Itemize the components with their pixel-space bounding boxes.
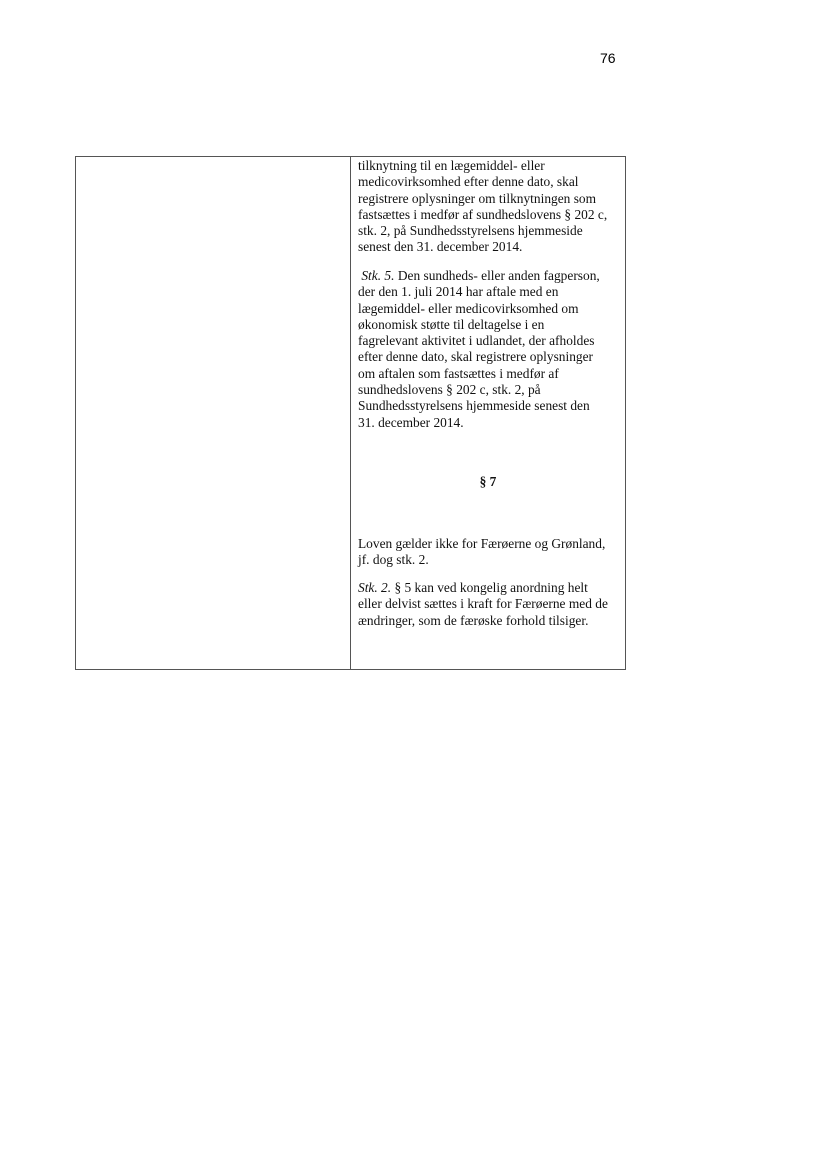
table-right-column (351, 157, 625, 669)
law-comparison-table (75, 156, 626, 670)
page-number: 76 (600, 50, 616, 66)
stk2-label: Stk. 2. (358, 580, 392, 595)
text-line: Sundhedsstyrelsens hjemmeside senest den (358, 398, 590, 414)
text-line: fagrelevant aktivitet i udlandet, der afholdes (358, 333, 595, 349)
text-line: fastsættes i medfør af sundhedslovens § 202 c, (358, 206, 608, 222)
stk5-text-first: Den sundheds- eller anden fagperson, (397, 268, 600, 283)
text-line (358, 580, 623, 596)
text-line: 31. december 2014. (358, 414, 464, 430)
text-line: medicovirksomhed efter denne dato, skal (358, 174, 579, 190)
text-line: stk. 2, på Sundhedsstyrelsens hjemmeside (358, 223, 583, 239)
text-line: Loven gælder ikke for Færøerne og Grønland, (358, 536, 606, 551)
table-left-column (76, 157, 351, 669)
stk5-label: Stk. 5. (361, 268, 395, 283)
section-paragraph (358, 536, 623, 569)
text-line: sundhedslovens § 202 c, stk. 2, på (358, 382, 541, 398)
stk2-text-first: § 5 kan ved kongelig anordning helt (394, 580, 588, 595)
text-line: registrere oplysninger om tilknytningen som (358, 190, 597, 206)
text-line: lægemiddel- eller medicovirksomhed om (358, 300, 579, 316)
text-line: efter denne dato, skal registrere oplysninger (358, 349, 593, 365)
text-line: senest den 31. december 2014. (358, 239, 523, 255)
section-heading: § 7 (479, 474, 497, 489)
continuation-paragraph (358, 158, 623, 256)
stk5-paragraph (358, 268, 623, 431)
text-line: økonomisk støtte til deltagelse i en (358, 316, 545, 332)
text-line: tilknytning til en lægemiddel- eller (358, 158, 545, 173)
stk2-paragraph (358, 580, 623, 629)
text-line (358, 268, 623, 284)
text-line: eller delvist sættes i kraft for Færøerne med de (358, 596, 608, 612)
text-line: jf. dog stk. 2. (358, 552, 429, 568)
text-line: der den 1. juli 2014 har aftale med en (358, 284, 559, 300)
text-line: ændringer, som de færøske forhold tilsiger. (358, 612, 589, 628)
text-line: om aftalen som fastsættes i medfør af (358, 365, 559, 381)
